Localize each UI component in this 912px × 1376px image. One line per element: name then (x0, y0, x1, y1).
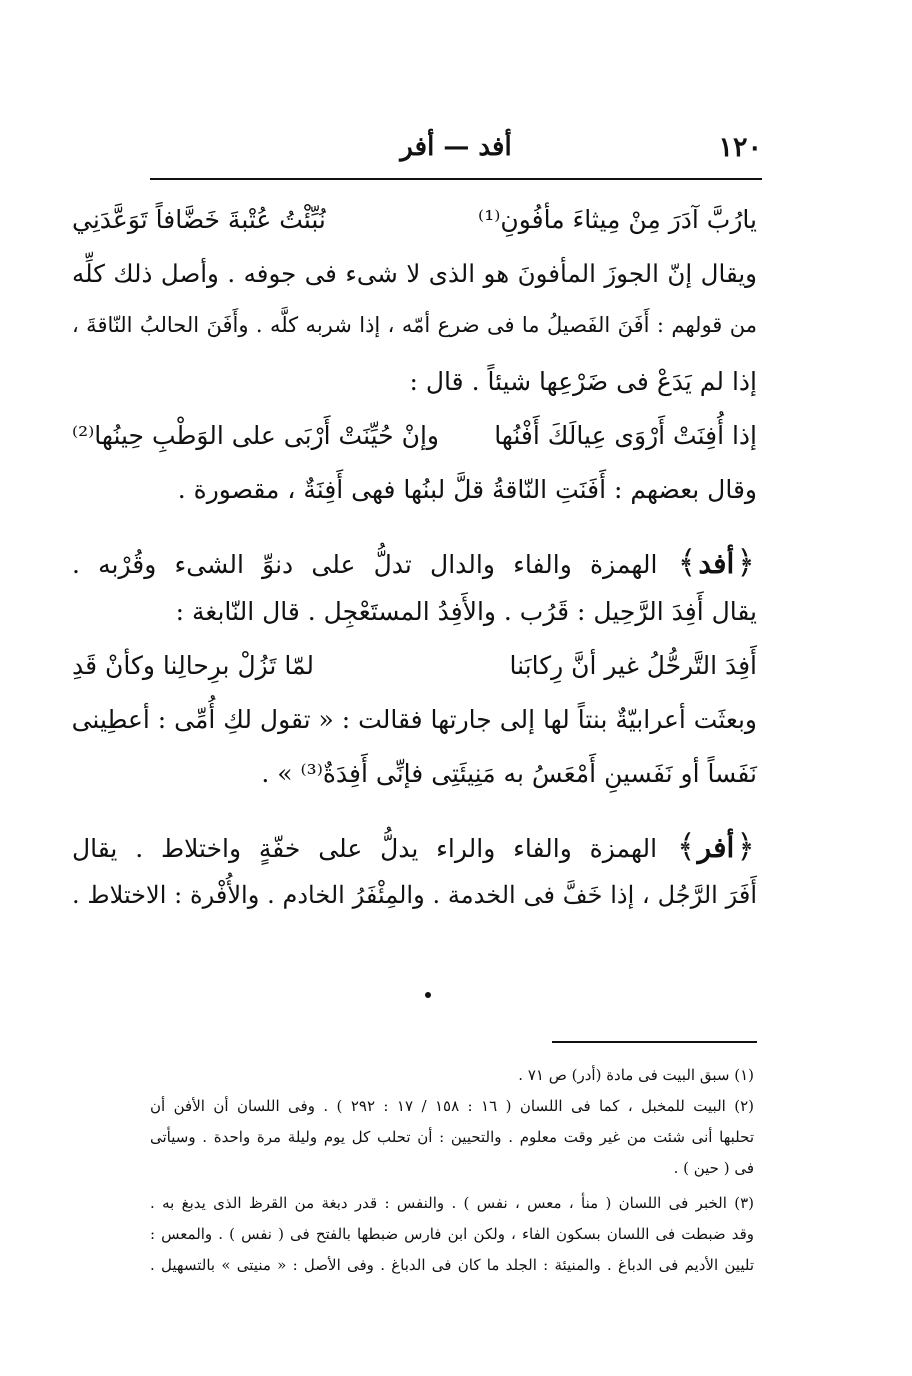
verse-line (72, 205, 757, 259)
text-line: إذا لم يَدَعْ فى ضَرْعِها شيئاً . قال : (409, 367, 757, 396)
entry-first-line (72, 827, 757, 881)
verse-hemistich-right: يارُبَّ آدَرَ مِنْ مِيثاءَ مأفُونِ⁽¹⁾ (478, 205, 757, 234)
stray-dot (425, 992, 431, 998)
text-line: يقال أَفِدَ الرَّحِيل : قَرُب . والأَفِدُ المستَعْجِل . قال النّابغة : (175, 597, 757, 626)
footnote-rule (552, 1041, 757, 1043)
footnote-line: وقد ضبطت فى اللسان بسكون الفاء ، ولكن ابن فارس ضبطها بالفتح فى ( نفس ) . والمعس : (150, 1225, 754, 1243)
verse-hemistich-right: أَفِدَ التَّرحُّلُ غير أنَّ رِكابَنا (509, 651, 757, 680)
footnote-line: تحلبها أنى شئت من غير وقت معلوم . والتحيين : أن تحلب كل يوم وليلة مرة واحدة . وسيأتى (150, 1128, 755, 1146)
running-title: أفد — أفر (400, 132, 512, 162)
text-line: أَفَرَ الرَّجُل ، إذا خَفَّ فى الخدمة . والمِئْفَرُ الخادم . والأُفْرة : الاختلاط . (72, 881, 757, 909)
footnote-line: فى ( حين ) . (673, 1159, 754, 1177)
entry-headword: ﴿أفر﴾ (676, 827, 755, 865)
page-header (150, 132, 762, 172)
footnote-line: (١) سبق البيت فى مادة (أدر) ص ٧١ . (518, 1066, 754, 1084)
page-number: ١٢٠ (718, 132, 762, 163)
footnote-line: تليين الأديم فى الدباغ . والمنيئة : الجلد ما كان فى الدباغ . وفى الأصل : « منيتى » بالتسهيل . (150, 1256, 754, 1274)
main-text (72, 205, 757, 935)
text-line: من قولهم : أَفَنَ الفَصيلُ ما فى ضرع أمّه ، إذا شربه كلَّه . وأَفَنَ الحالبُ النّاقةَ ، (72, 313, 757, 337)
entry-first-line (72, 543, 757, 597)
verse-hemistich-left: وإنْ حُيِّنَتْ أَرْبَى على الوَطْبِ حِينُها⁽²⁾ (72, 421, 439, 450)
text-line: وبعثَت أعرابيّةٌ بنتاً لها إلى جارتها فقالت : « تقول لكِ أُمِّى : أعطِينى (71, 705, 757, 734)
entry-definition: الهمزة والفاء والدال تدلُّ على دنوِّ الشىء وقُرْبه . (72, 550, 658, 579)
header-rule (150, 178, 762, 180)
entry-headword: ﴿أفد﴾ (677, 543, 755, 581)
footnotes (150, 1064, 754, 1285)
verse-hemistich-left: لمّا تَزُلْ برِحالِنا وكأنْ قَدِ (72, 651, 315, 680)
footnote-line: (٣) الخبر فى اللسان ( منأ ، معس ، نفس ) . والنفس : قدر دبغة من القرظ الذى يدبغ به . (150, 1194, 754, 1212)
text-line: ويقال إنّ الجوزَ المأفونَ هو الذى لا شىء فى جوفه . وأصل ذلك كلِّه (72, 259, 757, 288)
verse-line (72, 421, 757, 475)
text-line: وقال بعضهم : أَفَنَتِ النّاقةُ قلَّ لبنُها فهى أَفِنَةٌ ، مقصورة . (177, 475, 757, 504)
entry-definition: الهمزة والفاء والراء يدلُّ على خفّةٍ واختلاط . يقال (72, 834, 658, 863)
verse-hemistich-right: إذا أُفِنَتْ أَرْوَى عِيالَكَ أَفْنُها (494, 421, 757, 450)
verse-hemistich-left: نُبِّئْتُ عُتْبةَ خَضَّافاً تَوَعَّدَنِي (72, 205, 326, 234)
verse-line (72, 651, 757, 705)
footnote-line: (٢) البيت للمخبل ، كما فى اللسان ( ١٦ : ١٥٨ / ١٧ : ٢٩٢ ) . وفى اللسان أن الأفن أن (150, 1097, 755, 1115)
text-line: نَفَساً أو نَفَسينِ أَمْعَسُ به مَنِيئَتِى فإنِّى أَفِدَةٌ⁽³⁾ » . (261, 759, 757, 788)
